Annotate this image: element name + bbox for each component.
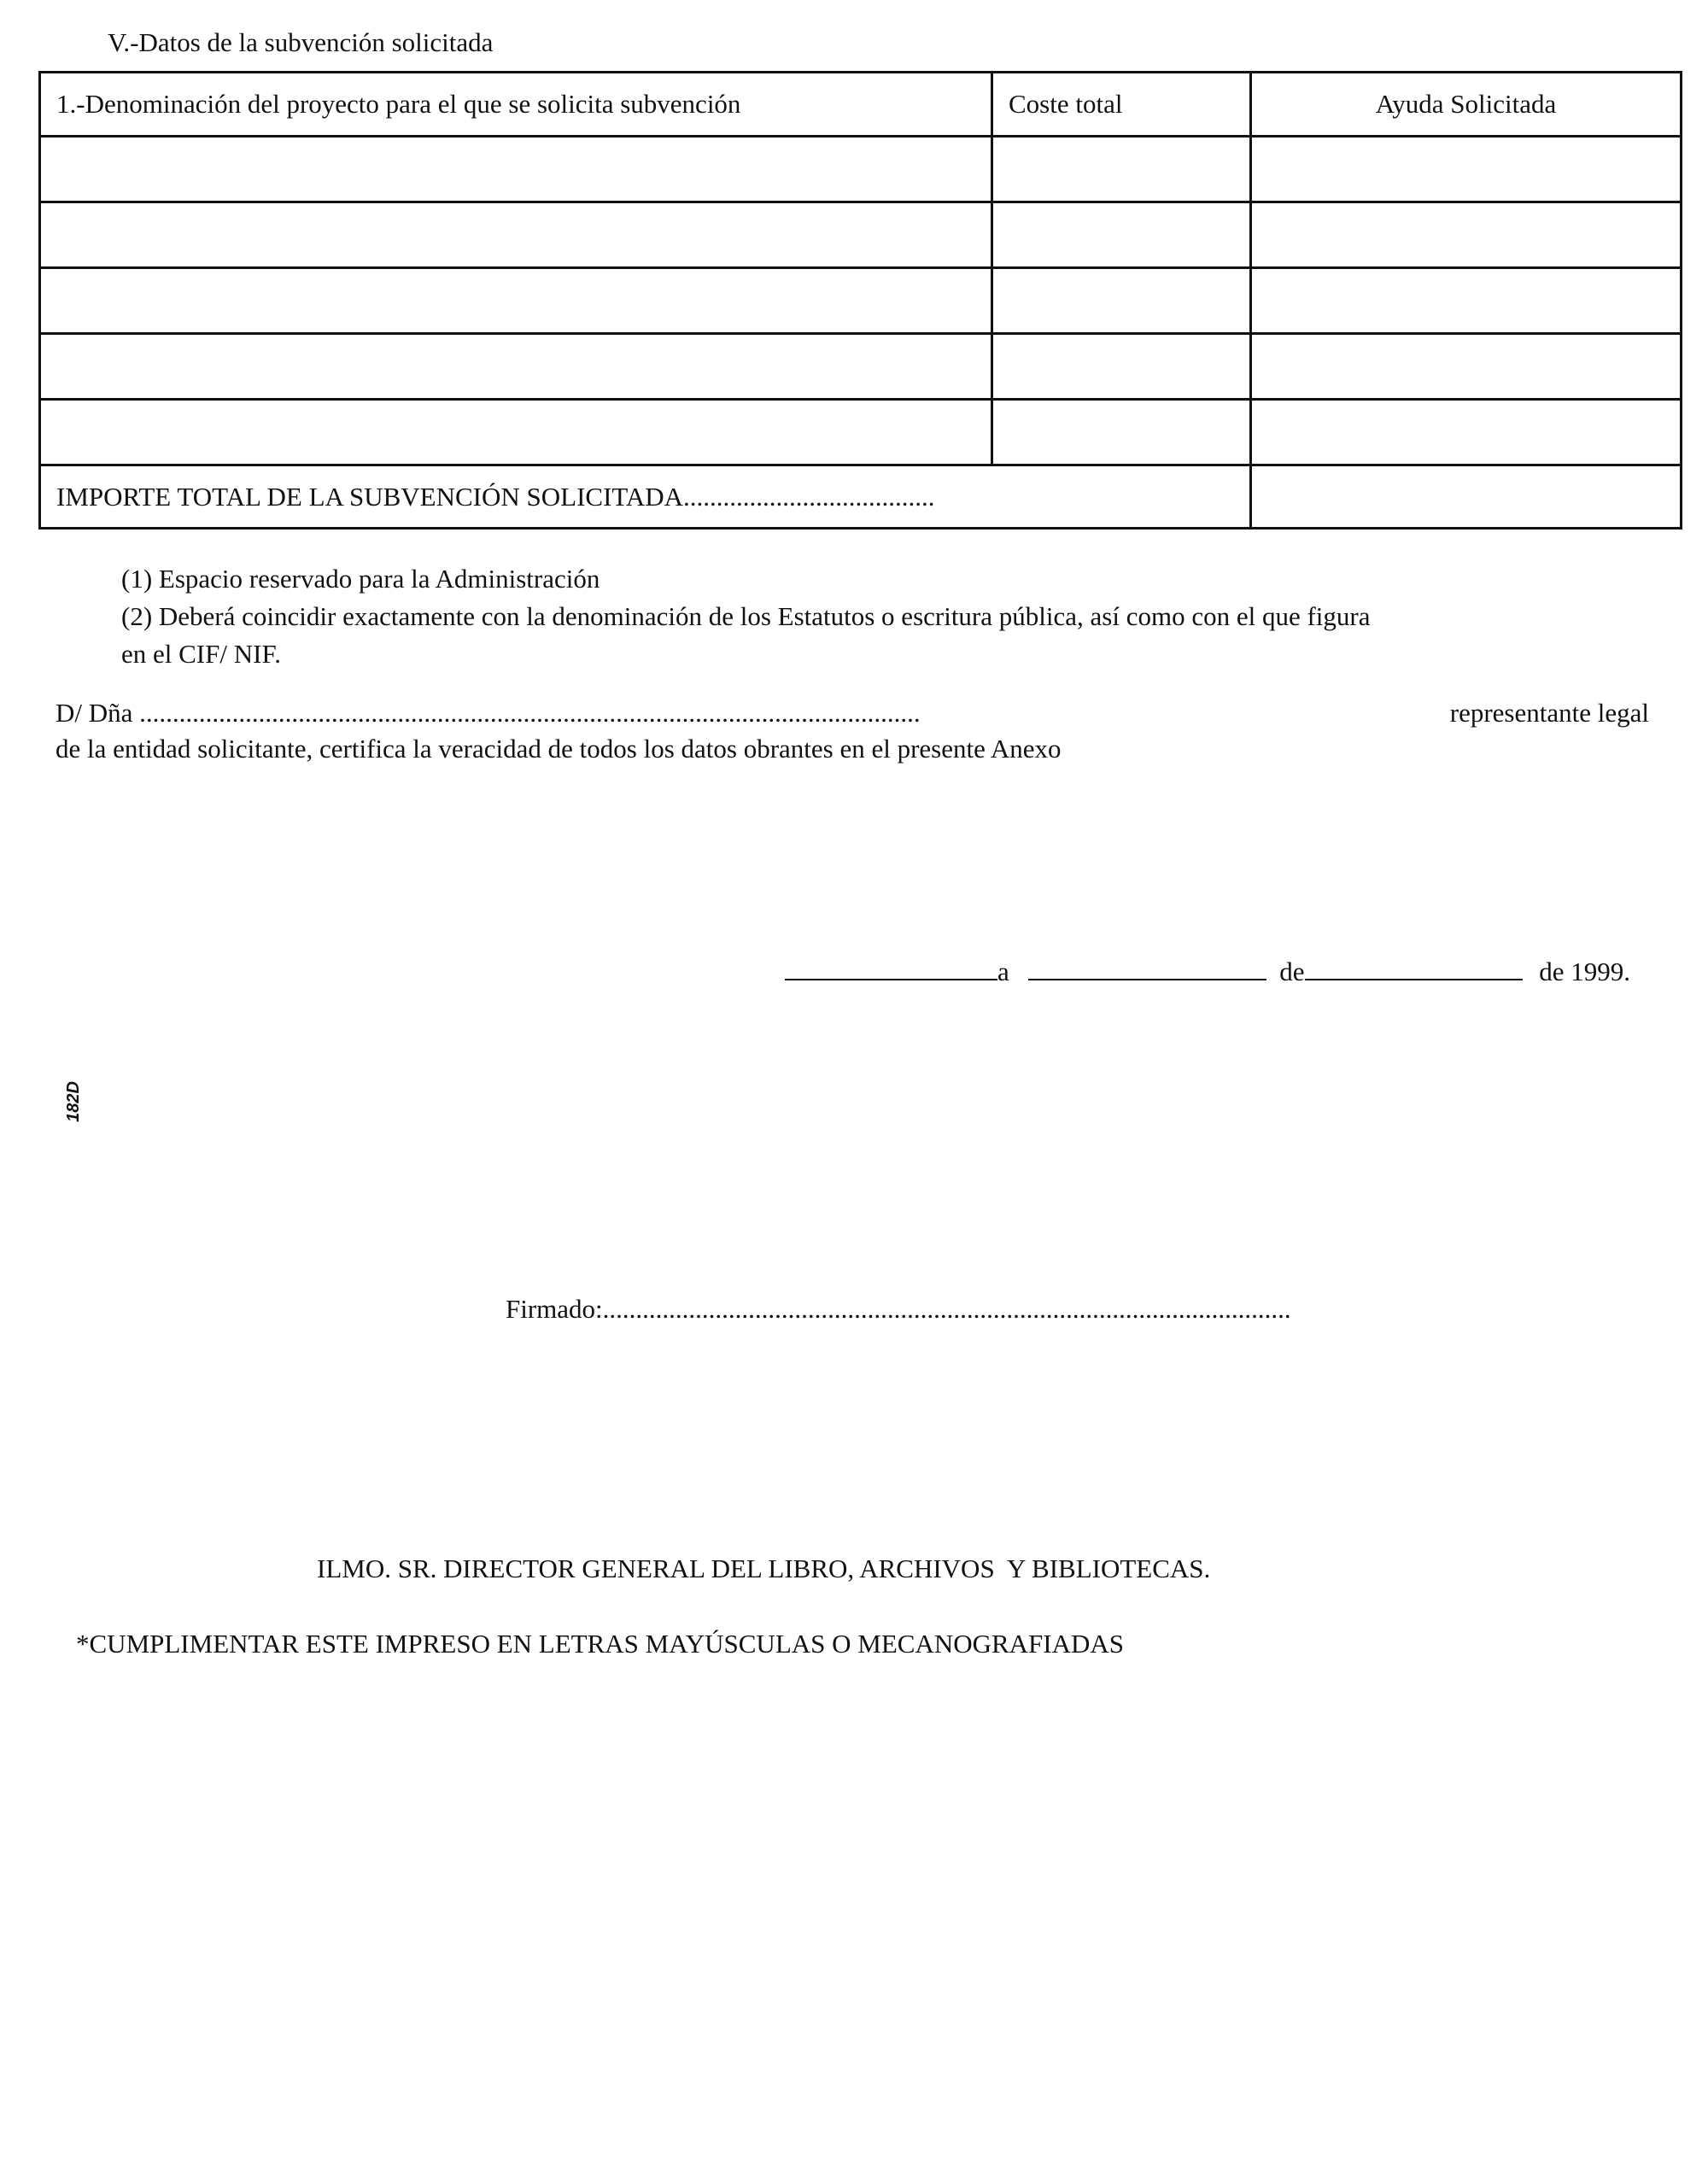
total-cost-cell[interactable] (992, 334, 1251, 400)
date-de-label: de (1279, 957, 1305, 986)
project-name-cell[interactable] (40, 268, 992, 334)
total-cost-cell[interactable] (992, 400, 1251, 465)
header-project-name: 1.-Denominación del proyecto para el que se solicita subvención (40, 73, 992, 137)
total-row (40, 465, 1682, 529)
date-line (785, 958, 1630, 985)
project-name-cell[interactable] (40, 400, 992, 465)
table-row (40, 268, 1682, 334)
side-code: 182D (63, 1081, 83, 1122)
instruction-note: *CUMPLIMENTAR ESTE IMPRESO EN LETRAS MAYÚSCULAS O MECANOGRAFIADAS (76, 1629, 1125, 1659)
month-field[interactable] (1305, 958, 1523, 980)
requested-aid-cell[interactable] (1251, 202, 1682, 268)
requested-aid-cell[interactable] (1251, 137, 1682, 202)
total-cost-cell[interactable] (992, 268, 1251, 334)
table-row (40, 400, 1682, 465)
table-row (40, 334, 1682, 400)
requested-aid-cell[interactable] (1251, 334, 1682, 400)
date-year-label: de 1999. (1539, 957, 1631, 986)
requested-aid-cell[interactable] (1251, 268, 1682, 334)
total-cost-cell[interactable] (992, 137, 1251, 202)
total-label: IMPORTE TOTAL DE LA SUBVENCIÓN SOLICITADA...................................... (40, 465, 1251, 529)
certification-text: de la entidad solicitante, certifica la veracidad de todos los datos obrantes en el presente Anexo (56, 734, 1062, 764)
subsidy-table (38, 71, 1682, 530)
representative-label: representante legal (1449, 698, 1649, 728)
requested-aid-cell[interactable] (1251, 400, 1682, 465)
project-name-cell[interactable] (40, 202, 992, 268)
representative-name-line[interactable]: D/ Dña ...................................................................................................................... (56, 699, 921, 726)
header-requested-aid: Ayuda Solicitada (1251, 73, 1682, 137)
project-name-cell[interactable] (40, 334, 992, 400)
day-field[interactable] (1028, 958, 1266, 980)
addressee: ILMO. SR. DIRECTOR GENERAL DEL LIBRO, ARCHIVOS Y BIBLIOTECAS. (317, 1554, 1211, 1583)
note-2: (2) Deberá coincidir exactamente con la denominación de los Estatutos o escritura pública, así como con el que figura (121, 601, 1371, 631)
header-total-cost: Coste total (992, 73, 1251, 137)
table-row (40, 137, 1682, 202)
total-value-cell[interactable] (1251, 465, 1682, 529)
section-title: V.-Datos de la subvención solicitada (108, 27, 494, 57)
note-2-continued: en el CIF/ NIF. (121, 639, 281, 669)
date-a-label: a (997, 957, 1009, 986)
place-field[interactable] (785, 958, 997, 980)
project-name-cell[interactable] (40, 137, 992, 202)
table-row (40, 202, 1682, 268)
table-header-row (40, 73, 1682, 137)
signature-line[interactable]: Firmado:........................................................................................................ (506, 1296, 1291, 1322)
total-cost-cell[interactable] (992, 202, 1251, 268)
note-1: (1) Espacio reservado para la Administración (121, 564, 600, 594)
